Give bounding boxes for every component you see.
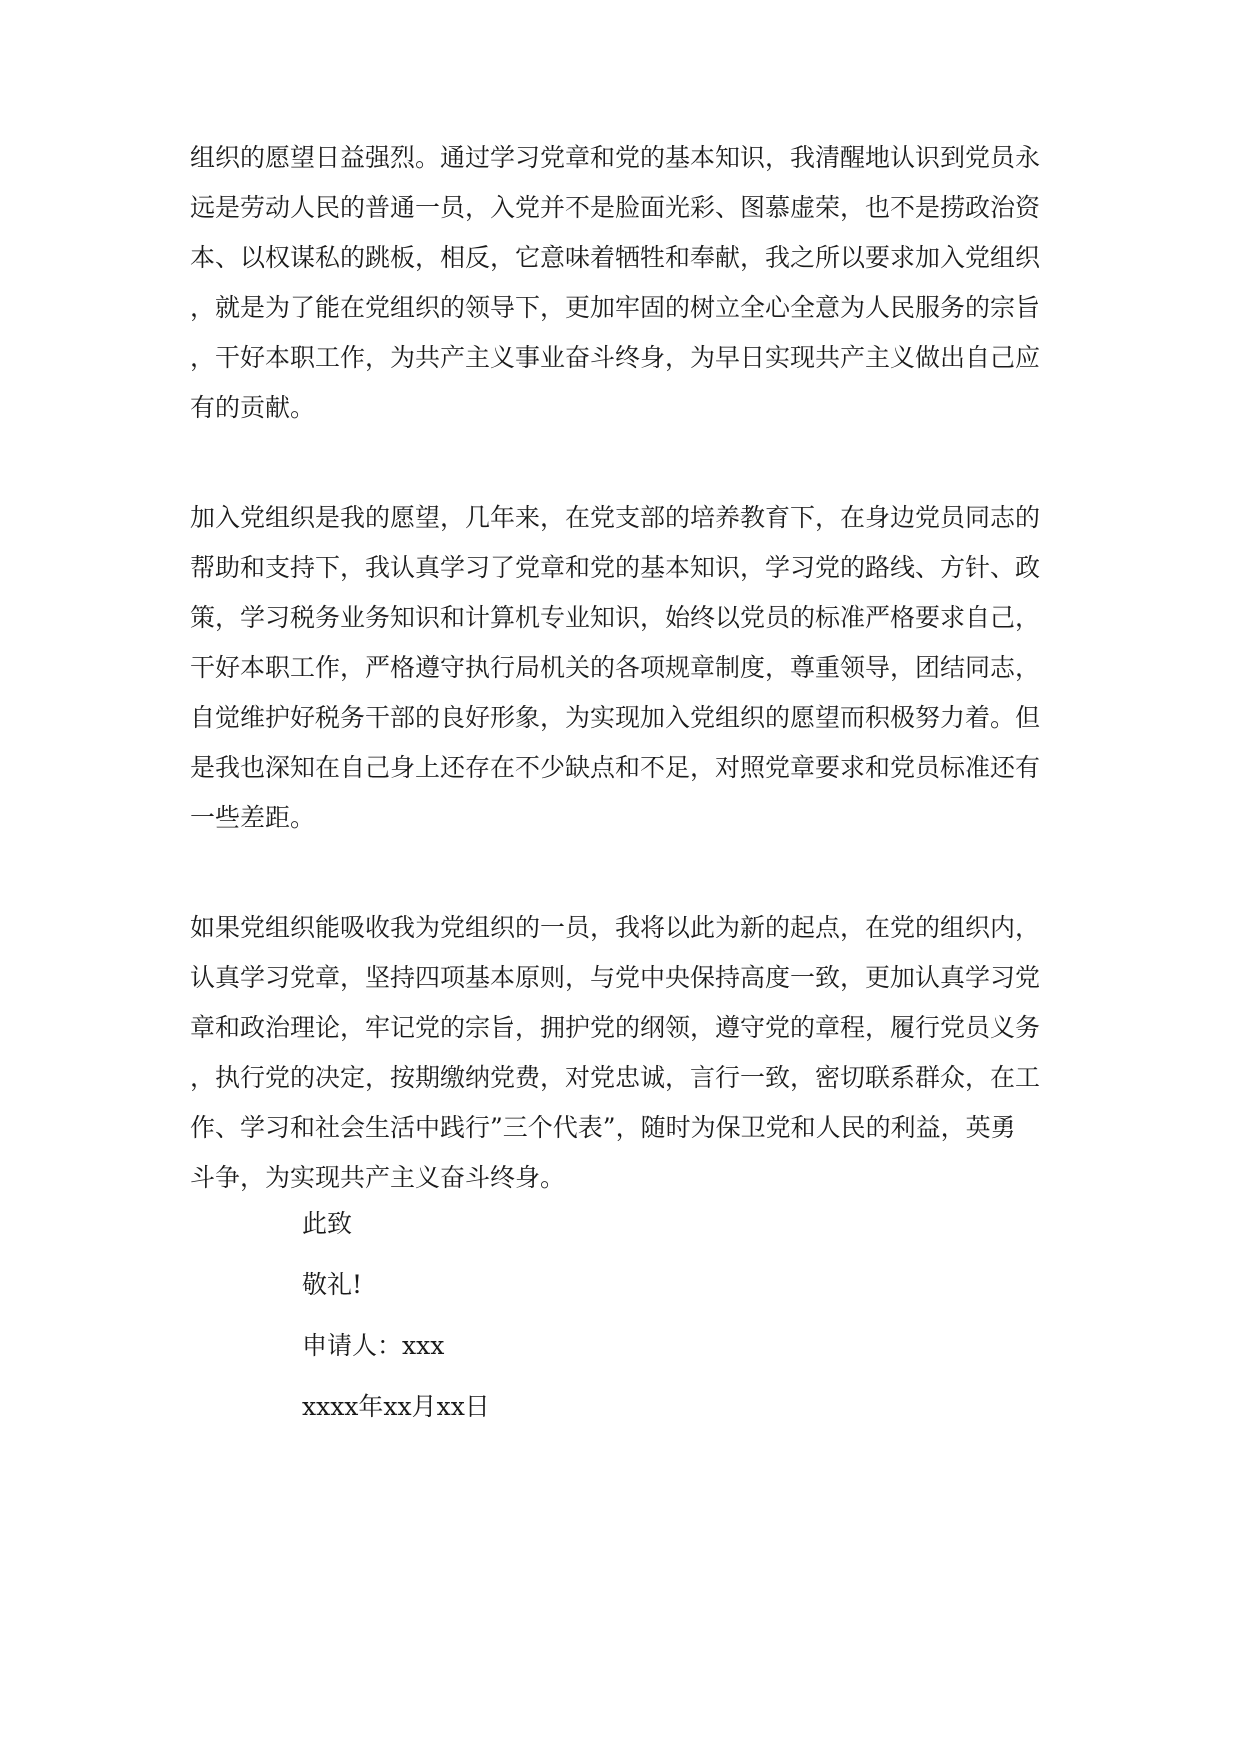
- text-line: 章和政治理论，牢记党的宗旨，拥护党的纲领，遵守党的章程，履行党员义务: [190, 1013, 1041, 1042]
- text-line: 斗争，为实现共产主义奋斗终身。: [190, 1163, 566, 1192]
- text-line: 认真学习党章，坚持四项基本原则，与党中央保持高度一致，更加认真学习党: [190, 963, 1041, 992]
- text-line: ，干好本职工作，为共产主义事业奋斗终身，为早日实现共产主义做出自己应: [190, 343, 1041, 372]
- text-line: 加入党组织是我的愿望，几年来，在党支部的培养教育下，在身边党员同志的: [190, 503, 1041, 532]
- text-line: 策，学习税务业务知识和计算机专业知识，始终以党员的标准严格要求自己，: [190, 603, 1041, 632]
- applicant-line: 申请人：xxx: [302, 1331, 445, 1360]
- text-line: 干好本职工作，严格遵守执行局机关的各项规章制度，尊重领导，团结同志，: [190, 653, 1041, 682]
- text-line: 本、以权谋私的跳板，相反，它意味着牺牲和奉献，我之所以要求加入党组织: [190, 243, 1041, 272]
- paragraph-3: [190, 903, 1050, 1203]
- text-line: 帮助和支持下，我认真学习了党章和党的基本知识，学习党的路线、方针、政: [190, 553, 1041, 582]
- text-line: 一些差距。: [190, 803, 316, 832]
- text-line: 有的贡献。: [190, 393, 316, 422]
- text-line: 如果党组织能吸收我为党组织的一员，我将以此为新的起点，在党的组织内，: [190, 913, 1041, 942]
- text-line: 作、学习和社会生活中践行”三个代表”，随时为保卫党和人民的利益，英勇: [190, 1113, 1016, 1142]
- text-line: ，就是为了能在党组织的领导下，更加牢固的树立全心全意为人民服务的宗旨: [190, 293, 1041, 322]
- closing-block: [302, 1193, 490, 1437]
- text-line: 自觉维护好税务干部的良好形象，为实现加入党组织的愿望而积极努力着。但: [190, 703, 1041, 732]
- text-line: 远是劳动人民的普通一员，入党并不是脸面光彩、图慕虚荣，也不是捞政治资: [190, 193, 1041, 222]
- date-line: xxxx年xx月xx日: [302, 1392, 490, 1421]
- text-line: 是我也深知在自己身上还存在不少缺点和不足，对照党章要求和党员标准还有: [190, 753, 1041, 782]
- text-line: ，执行党的决定，按期缴纳党费，对党忠诚，言行一致，密切联系群众，在工: [190, 1063, 1041, 1092]
- paragraph-2: [190, 493, 1050, 843]
- paragraph-1: [190, 133, 1050, 433]
- text-line: 组织的愿望日益强烈。通过学习党章和党的基本知识，我清醒地认识到党员永: [190, 143, 1041, 172]
- salutation: 此致: [302, 1209, 353, 1238]
- respect-line: 敬礼!: [302, 1270, 363, 1299]
